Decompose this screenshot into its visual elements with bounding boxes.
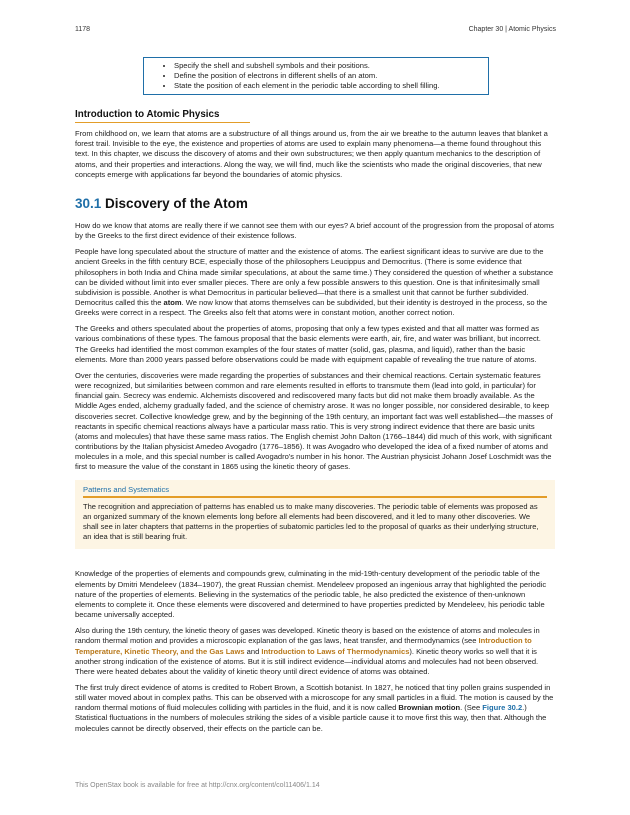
callout-body: The recognition and appreciation of patterns has enabled us to make many discoveries. The periodic table of elements was proposed as an organized summary of the known elements long before all elements had been discovered, and it led to many other discoveries. We shall see in later chapters that patterns in the properties of subatomic particles led to the proposal of quarks as their underlying structure, an idea that is still bearing fruit. [83, 501, 539, 542]
objective-item: • State the position of each element in the periodic table according to shell filling. [174, 81, 488, 91]
text-span: The first truly direct evidence of atoms is credited to Robert Brown, a Scottish botanist. In 1827, he noticed that tiny pollen grains suspended in still water moved about in complex paths. This can be observed with a microscope for any small particles in a fluid. The motion is caused by the random thermal motions of fluid molecules colliding with particles in the fluid, and it is now called [75, 682, 554, 713]
text-span: Also during the 19th century, the kinetic theory of gases was developed. Kinetic theory is based on the existence of atoms and molecules in random thermal motion and provides a microscopic explanation of the gas laws, heat transfer, and thermodynamics (see [75, 626, 540, 646]
page-footer: This OpenStax book is available for free at http://cnx.org/content/col11406/1.14 [75, 782, 320, 789]
text-span: . (See [460, 703, 483, 713]
learning-objectives-box [143, 57, 489, 95]
section-paragraph-6 [75, 626, 555, 677]
section-paragraph-4: Over the centuries, discoveries were made regarding the properties of substances and their chemical reactions. Certain systematic features were recognized, but similarities between common and rare elements resulted in efforts to transmute them (lead into gold, in particular) for financial gain. Secrecy was endemic. Alchemists discovered and rediscovered many facts but did not make them broadly available. As the Middle Ages ended, alchemy gradually faded, and the science of chemistry arose. It was no longer possible, nor considered desirable, to keep discoveries secret. Collective knowledge grew, and by the beginning of the 19th century, an important fact was well established—the masses of reactants in specific chemical reactions always have a particular mass ratio. This is very strong indirect evidence that there are basic units (atoms and molecules) that have these same mass ratios. The English chemist John Dalton (1766–1844) did much of this work, with significant contributions by the Italian physicist Amedeo Avogadro (1776–1856). It was Avogadro who developed the idea of a fixed number of atoms and molecules in a mole, and this special number is called Avogadro's number in his honor. The Austrian physicist Johann Josef Loschmidt was the first to measure the value of the constant in 1865 using the kinetic theory of gases. [75, 370, 553, 472]
text-span: .) Statistical fluctuations in the numbers of molecules striking the sides of a visible particle cause it to move first this way, then that. Although the molecules cannot be directly observed, their effects on the particle can be. [75, 703, 547, 733]
link-gas-laws[interactable]: Introduction to Temperature, Kinetic Theory, and the Gas Laws [75, 636, 532, 656]
objectives-list [144, 61, 488, 92]
page-number: 1178 [75, 26, 91, 33]
objective-item: • Specify the shell and subshell symbols and their positions. [174, 61, 488, 71]
text-span: ). Kinetic theory works so well that it is another strong indication of the existence of atoms. But it is still indirect evidence—individual atoms and molecules had not been observed. There were heated debates about the validity of kinetic theory until direct evidence of atoms was obtained. [75, 646, 539, 676]
section-title-text: Discovery of the Atom [105, 195, 248, 211]
text-span: People have long speculated about the structure of matter and the existence of atoms. The earliest significant ideas to survive are due to the ancient Greeks in the fifth century BCE, especially those of the philosophers Leucippus and Democritus. (There is some evidence that philosophers in both India and China made similar speculations, at about the same time.) They considered the question of whether a substance can be divided without limit into ever smaller pieces. There are only a few possible answers to this question. One is that infinitesimally small subdivision is possible. Another is what Democritus in particular believed—that there is a smallest unit that cannot be further subdivided. Democritus called this the [75, 247, 554, 307]
section-paragraph-3: The Greeks and others speculated about the properties of atoms, proposing that only a few types existed and that all matter was formed as various combinations of these types. The famous proposal that the basic elements were earth, air, fire, and water was brilliant, but incorrect. The Greeks had identified the most common examples of the four states of matter (solid, gas, plasma, and liquid), rather than the basic elements. More than 2000 years passed before observations could be made with equipment capable of revealing the true nature of atoms. [75, 324, 541, 364]
section-paragraph-2 [75, 247, 555, 318]
term-atom: atom [163, 297, 182, 307]
section-title [75, 196, 555, 211]
intro-title: Introduction to Atomic Physics [75, 108, 220, 120]
section-paragraph-1: How do we know that atoms are really there if we cannot see them with our eyes? A brief account of the progression from the proposal of atoms by the Greeks to the first direct evidence of their existence follows. [75, 220, 555, 241]
link-figure-30-2[interactable]: Figure 30.2 [482, 703, 523, 713]
section-paragraph-7 [75, 683, 555, 734]
chapter-header: Chapter 30 | Atomic Physics [468, 26, 556, 33]
page-content [75, 57, 555, 740]
section-paragraph-5: Knowledge of the properties of elements and compounds grew, culminating in the mid-19th-century development of the periodic table of the elements by Dmitri Mendeleev (1834–1907), the great Russian chemist. Mendeleev proposed an ingenious array that highlighted the periodic nature of the properties of elements. Believing in the systematics of the periodic table, he also predicted the existence of then-unknown elements to complete it. Once these elements were discovered and determined to have properties predicted by Mendeleev, his periodic table became universally accepted. [75, 569, 547, 620]
intro-paragraph: From childhood on, we learn that atoms are a substructure of all things around us, from the air we breathe to the autumn leaves that blanket a forest trail. Invisible to the eye, the existence and properties of atoms are used to explain many phenomena—a theme found throughout this text. In this chapter, we discuss the discovery of atoms and their own substructures; we then apply quantum mechanics to the description of atoms, and their properties and interactions. Along the way, we will find, much like the scientists who made the original discoveries, that new concepts emerge with applications far beyond the boundaries of atomic physics. [75, 129, 548, 179]
text-span: . We now know that atoms themselves can be subdivided, but their identity is destroyed in the process, so the Greeks were correct in a respect. The Greeks also felt that atoms were in constant motion, another correct notion. [75, 297, 548, 318]
text-span: and [244, 646, 262, 656]
term-brownian-motion: Brownian motion [398, 703, 461, 713]
callout-title: Patterns and Systematics [83, 485, 170, 495]
callout-divider [83, 496, 547, 497]
objective-item: • Define the position of electrons in different shells of an atom. [174, 71, 488, 81]
link-thermodynamics[interactable]: Introduction to Laws of Thermodynamics [261, 646, 410, 656]
intro-divider [75, 122, 250, 124]
callout-box [75, 480, 555, 549]
section-number: 30.1 [75, 195, 102, 211]
